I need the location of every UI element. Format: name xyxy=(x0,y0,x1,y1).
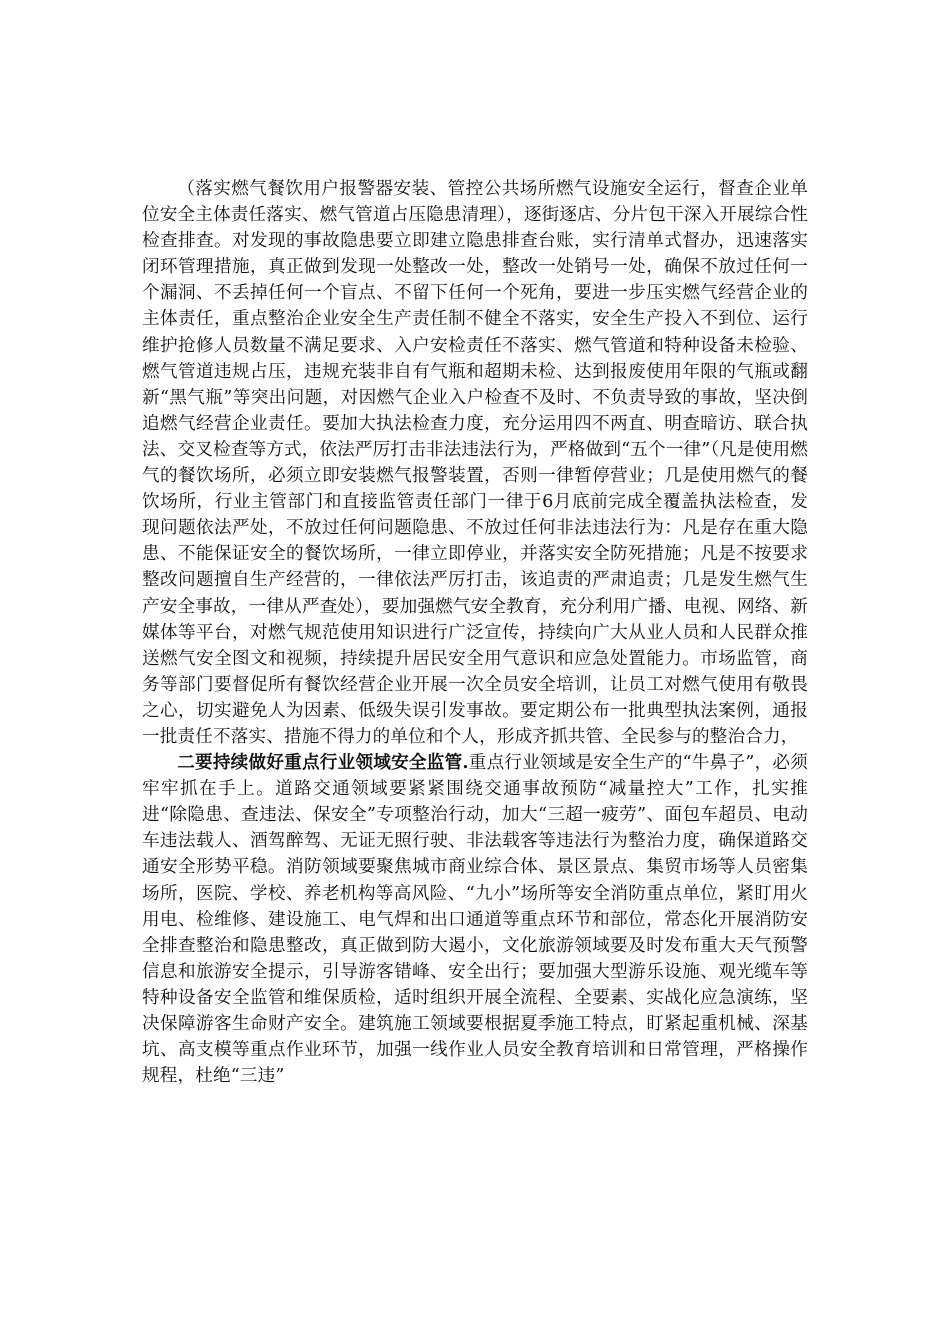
document-body xyxy=(142,176,808,1089)
paragraph-key-industries xyxy=(142,750,808,1089)
section-heading: 二要持续做好重点行业领域安全监管. xyxy=(177,752,469,774)
paragraph-gas-safety xyxy=(142,176,808,750)
paragraph-1-text: （落实燃气餐饮用户报警器安装、管控公共场所燃气设施安全运行，督查企业单位安全主体责任落实、燃气管道占压隐患清理），逐街逐店、分片包干深入开展综合性检查排查。对发现的事故隐患要立即建立隐患排查台账，实行清单式督办，迅速落实闭环管理措施，真正做到发现一处整改一处，整改一处销号一处，确保不放过任何一个漏洞、不丢掉任何一个盲点、不留下任何一个死角，要进一步压实燃气经营企业的主体责任，重点整治企业安全生产责任制不健全不落实，安全生产投入不到位、运行维护抢修人员数量不满足要求、入户安检责任不落实、燃气管道和特种设备未检验、燃气管道违规占压，违规充装非自有气瓶和超期未检、达到报废使用年限的气瓶或翻新“黑气瓶”等突出问题，对因燃气企业入户检查不及时、不负责导致的事故，坚决倒追燃气经营企业责任。要加大执法检查力度，充分运用四不两直、明查暗访、联合执法、交叉检查等方式，依法严厉打击非法违法行为，严格做到“五个一律”（凡是使用燃气的餐饮场所，必须立即安装燃气报警装置，否则一律暂停营业；几是使用燃气的餐饮场所，行业主管部门和直接监管责任部门一律于6月底前完成全覆盖执法检查，发现问题依法严处，不放过任何问题隐患、不放过任何非法违法行为：凡是存在重大隐患、不能保证安全的餐饮场所，一律立即停业，并落实安全防死措施；凡是不按要求整改问题擅自生产经营的，一律依法严厉打击，该追责的严肃追责；几是发生燃气生产安全事故，一律从严查处），要加强燃气安全教育，充分利用广播、电视、网络、新媒体等平台，对燃气规范使用知识进行广泛宣传，持续向广大从业人员和人民群众推送燃气安全图文和视频，持续提升居民安全用气意识和应急处置能力。市场监管，商务等部门要督促所有餐饮经营企业开展一次全员安全培训，让员工对燃气使用有敬畏之心，切实避免人为因素、低级失误引发事故。要定期公布一批典型执法案例，通报一批责任不落实、措施不得力的单位和个人，形成齐抓共管、全民参与的整治合力， xyxy=(142,179,809,747)
paragraph-2-text: 重点行业领域是安全生产的“牛鼻子”，必须牢牢抓在手上。道路交通领域要紧紧围绕交通事故预防“减量控大”工作，扎实推进“除隐患、查违法、保安全”专项整治行动，加大“三超一疲劳”、面包车超员、电动车违法载人、酒驾醉驾、无证无照行驶、非法载客等违法行为整治力度，确保道路交通安全形势平稳。消防领域要聚焦城市商业综合体、景区景点、集贸市场等人员密集场所，医院、学校、养老机构等高风险、“九小”场所等安全消防重点单位，紧盯用火用电、检维修、建设施工、电气焊和出口通道等重点环节和部位，常态化开展消防安全排查整治和隐患整改，真正做到防大遏小，文化旅游领域要及时发布重大天气预警信息和旅游安全提示，引导游客错峰、安全出行；要加强大型游乐设施、观光缆车等特种设备安全监管和维保质检，适时组织开展全流程、全要素、实战化应急演练，坚决保障游客生命财产安全。建筑施工领域要根据夏季施工特点，盯紧起重机械、深基坑、高支模等重点作业环节，加强一线作业人员安全教育培训和日常管理，严格操作规程，杜绝“三违” xyxy=(142,753,808,1087)
